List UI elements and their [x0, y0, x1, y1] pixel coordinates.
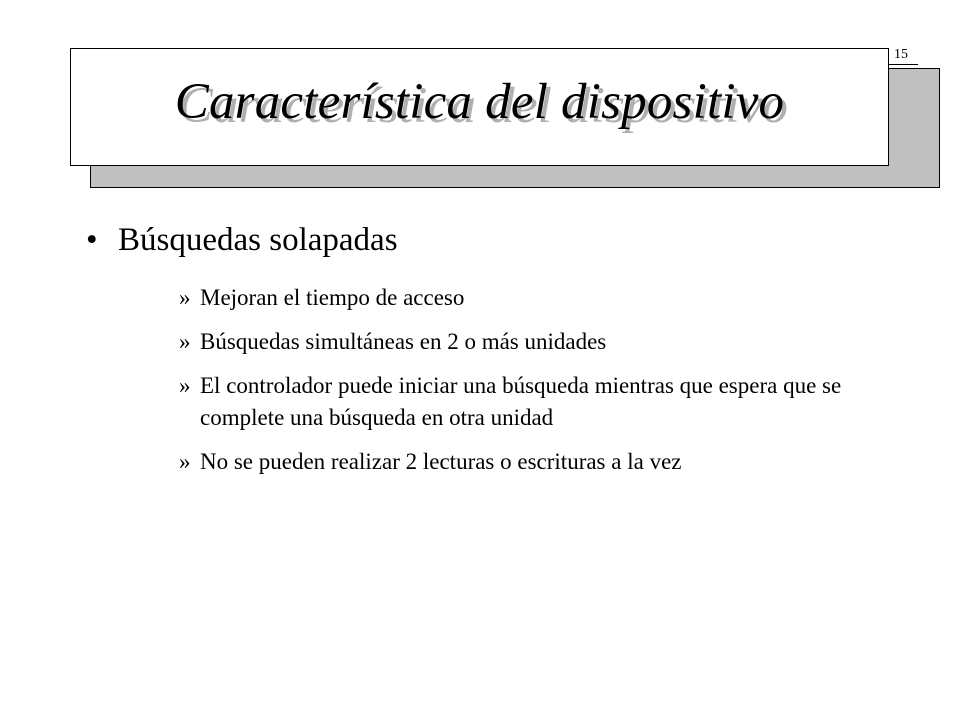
- sub-bullet-list: [179, 282, 899, 490]
- main-bullet: [86, 218, 398, 262]
- sub-bullet-text: El controlador puede iniciar una búsqueda mientras que espera que se complete una búsqueda en otra unidad: [200, 373, 842, 430]
- sub-bullet-icon: »: [179, 449, 191, 474]
- sub-bullet-text: No se pueden realizar 2 lecturas o escrituras a la vez: [200, 449, 682, 474]
- title-box: [70, 48, 889, 166]
- sub-bullet-item: [179, 370, 899, 434]
- sub-bullet-icon: »: [179, 373, 191, 398]
- main-bullet-text: Búsquedas solapadas: [118, 222, 398, 258]
- sub-bullet-text: Búsquedas simultáneas en 2 o más unidades: [200, 329, 607, 354]
- slide-title: Característica del dispositivo: [174, 74, 785, 130]
- sub-bullet-text: Mejoran el tiempo de acceso: [200, 285, 465, 310]
- sub-bullet-icon: »: [179, 329, 191, 354]
- page-number: 15: [884, 46, 918, 65]
- sub-bullet-item: [179, 282, 899, 314]
- sub-bullet-item: [179, 446, 899, 478]
- sub-bullet-item: [179, 326, 899, 358]
- sub-bullet-icon: »: [179, 285, 191, 310]
- bullet-icon: •: [86, 222, 98, 258]
